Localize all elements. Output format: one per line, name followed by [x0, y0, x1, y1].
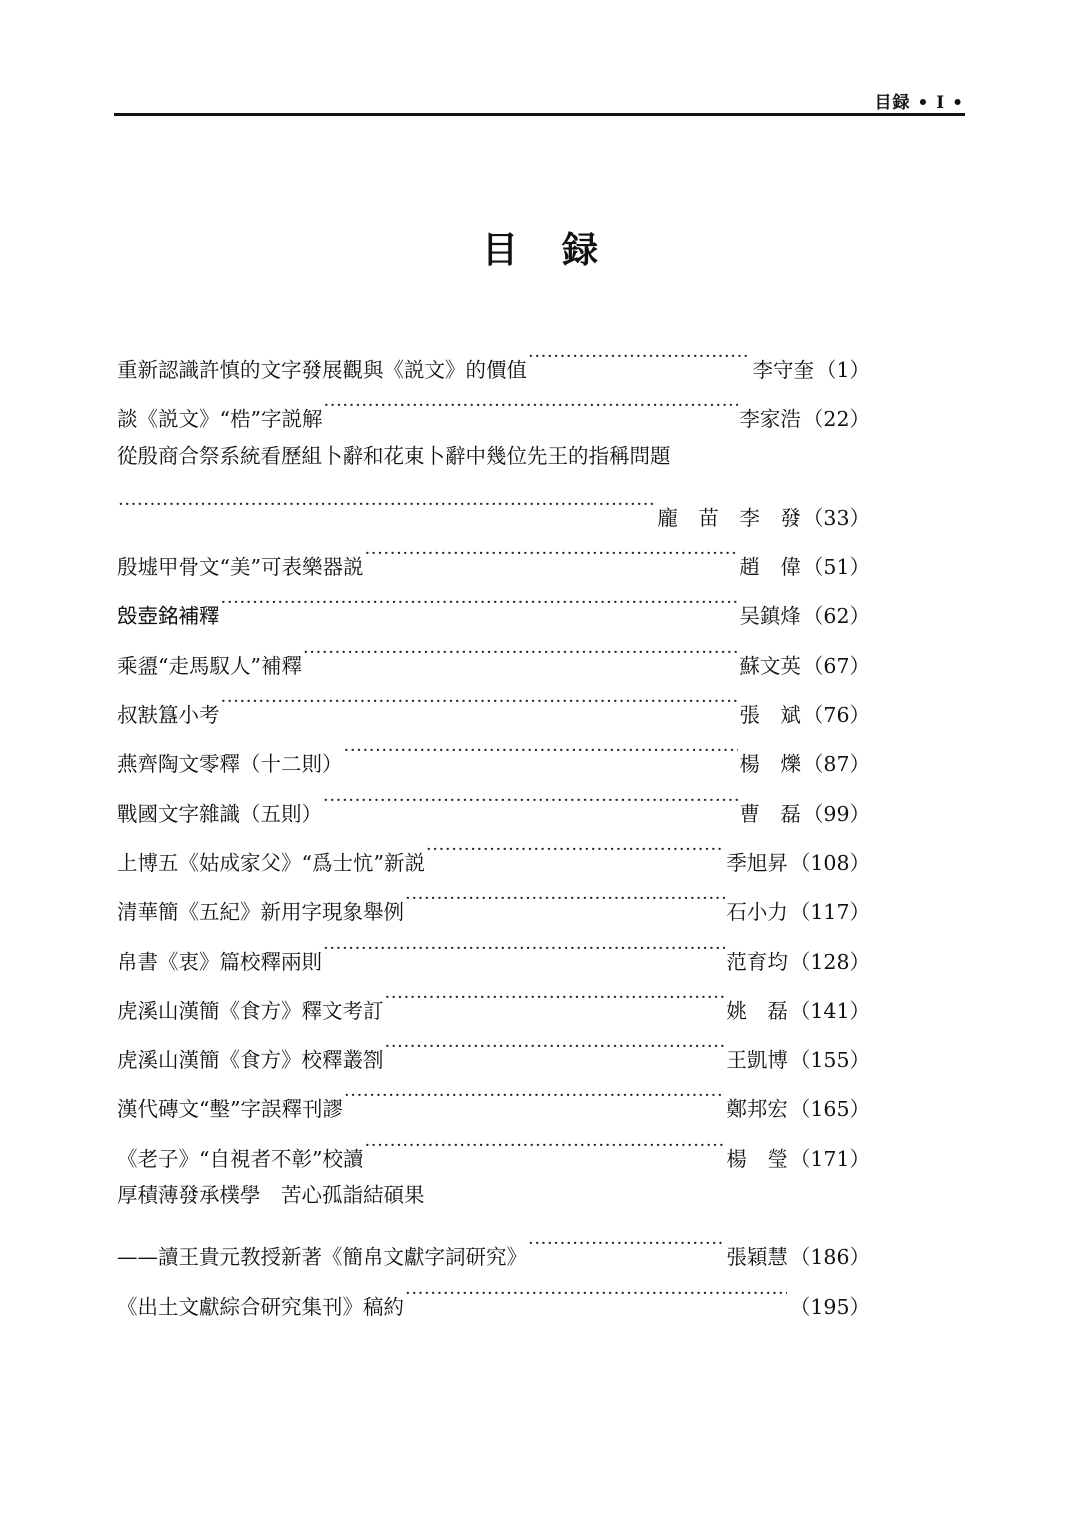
dot-leader — [221, 583, 739, 623]
running-head: 目録 • I • — [874, 93, 964, 113]
dot-leader — [221, 682, 739, 722]
entry-page: （108） — [789, 850, 870, 875]
entry-page: （171） — [789, 1146, 870, 1171]
toc-entry[interactable] — [117, 633, 870, 682]
entry-page: （117） — [789, 900, 870, 925]
dot-leader — [118, 485, 656, 525]
toc-entry-title-line[interactable] — [117, 436, 870, 485]
toc-entry[interactable] — [117, 1274, 870, 1323]
entry-author: 曹 磊 — [739, 801, 801, 826]
dot-leader — [426, 830, 725, 870]
entry-page: （1） — [815, 358, 870, 382]
entry-page: （62） — [802, 604, 870, 629]
toc-entry[interactable] — [117, 929, 870, 978]
toc-entry[interactable] — [117, 879, 870, 928]
entry-author: 鄭邦宏 — [726, 1097, 788, 1122]
table-of-contents — [117, 337, 870, 1323]
entry-author: 楊 爍 — [739, 752, 801, 777]
entry-title: 《出土文獻綜合研究集刊》稿約 — [117, 1294, 404, 1319]
entry-page: （51） — [802, 555, 870, 580]
toc-entry[interactable] — [117, 337, 870, 386]
entry-subtitle: ——讀王貴元教授新著《簡帛文獻字詞研究》 — [117, 1245, 527, 1270]
dot-leader — [364, 534, 738, 574]
entry-page: （165） — [789, 1097, 870, 1122]
toc-entry[interactable] — [117, 978, 870, 1027]
entry-author: 季旭昇 — [726, 850, 788, 875]
toc-entry[interactable] — [117, 1027, 870, 1076]
toc-entry[interactable] — [117, 583, 870, 632]
dot-leader — [344, 1076, 725, 1116]
entry-author: 范育均 — [726, 949, 788, 974]
dot-leader — [323, 781, 738, 821]
entry-page: （67） — [802, 653, 870, 678]
page-title-char-1: 目 — [481, 229, 518, 271]
dot-leader — [528, 337, 751, 377]
toc-entry[interactable] — [117, 731, 870, 780]
entry-author: 張穎慧 — [726, 1245, 788, 1270]
entry-page: （87） — [802, 752, 870, 777]
toc-entry-title-line[interactable] — [117, 1175, 870, 1224]
dot-leader — [405, 1274, 787, 1314]
entry-page: （141） — [789, 998, 870, 1023]
entry-page: （155） — [789, 1048, 870, 1073]
entry-author: 姚 磊 — [726, 998, 788, 1023]
entry-title: 帛書《衷》篇校釋兩則 — [117, 949, 322, 974]
entry-title: 清華簡《五紀》新用字現象舉例 — [117, 900, 404, 925]
toc-entry[interactable] — [117, 781, 870, 830]
entry-author: 王凱博 — [726, 1048, 788, 1073]
dot-leader — [344, 731, 739, 771]
entry-title: 𣪕壺銘補釋 — [117, 604, 220, 629]
toc-entry-continuation[interactable] — [117, 1224, 870, 1273]
dot-leader — [405, 879, 725, 919]
dot-leader — [385, 1027, 726, 1067]
toc-entry[interactable] — [117, 534, 870, 583]
entry-page: （128） — [789, 949, 870, 974]
entry-title: 叔㝬簋小考 — [117, 703, 220, 728]
toc-entry-continuation[interactable] — [117, 485, 870, 534]
entry-title: 乘盨“走馬馭人”補釋 — [117, 653, 302, 678]
dot-leader — [323, 386, 738, 426]
toc-entry[interactable] — [117, 682, 870, 731]
entry-page: （195） — [789, 1294, 870, 1319]
entry-title: 殷墟甲骨文“美”可表樂器説 — [117, 555, 364, 580]
toc-entry[interactable] — [117, 1076, 870, 1125]
dot-leader — [323, 929, 725, 969]
toc-entry[interactable] — [117, 386, 870, 435]
entry-title: 談《説文》“梏”字説解 — [117, 407, 323, 432]
toc-entry[interactable] — [117, 830, 870, 879]
header-rule — [114, 113, 965, 116]
entry-title: 厚積薄發承樸學 苦心孤詣結碩果 — [117, 1183, 425, 1208]
entry-title: 從殷商合祭系統看歷組卜辭和花東卜辭中幾位先王的指稱問題 — [117, 443, 671, 468]
entry-author: 石小力 — [726, 900, 788, 925]
entry-title: 戰國文字雜識（五則） — [117, 801, 322, 826]
dot-leader — [303, 633, 738, 673]
entry-author: 楊 瑩 — [726, 1146, 788, 1171]
dot-leader — [364, 1126, 725, 1166]
entry-author: 李守奎 — [752, 358, 814, 382]
entry-title: 《老子》“自視者不彰”校讀 — [117, 1146, 364, 1171]
entry-author: 張 斌 — [739, 703, 801, 728]
entry-author: 趙 偉 — [739, 555, 801, 580]
entry-title: 虎溪山漢簡《食方》校釋叢劄 — [117, 1048, 384, 1073]
entry-page: （99） — [802, 801, 870, 826]
entry-author: 吴鎮烽 — [739, 604, 801, 629]
page-title — [0, 222, 1080, 273]
entry-page: （22） — [802, 407, 870, 432]
dot-leader — [528, 1224, 725, 1264]
toc-entry[interactable] — [117, 1126, 870, 1175]
entry-page: （186） — [789, 1245, 870, 1270]
entry-author: 龐 苗 李 發 — [657, 505, 801, 530]
entry-title: 上博五《姑成家父》“爲士忼”新説 — [117, 850, 425, 875]
entry-author: 蘇文英 — [739, 653, 801, 678]
entry-title: 虎溪山漢簡《食方》釋文考訂 — [117, 998, 384, 1023]
entry-page: （76） — [802, 703, 870, 728]
dot-leader — [385, 978, 726, 1018]
entry-page: （33） — [802, 505, 870, 530]
entry-author: 李家浩 — [739, 407, 801, 432]
entry-title: 燕齊陶文零釋（十二則） — [117, 752, 343, 777]
entry-title: 漢代磚文“墼”字誤釋刊謬 — [117, 1097, 343, 1122]
entry-title: 重新認識許慎的文字發展觀與《説文》的價值 — [117, 358, 527, 382]
page-title-char-2: 録 — [562, 229, 599, 271]
